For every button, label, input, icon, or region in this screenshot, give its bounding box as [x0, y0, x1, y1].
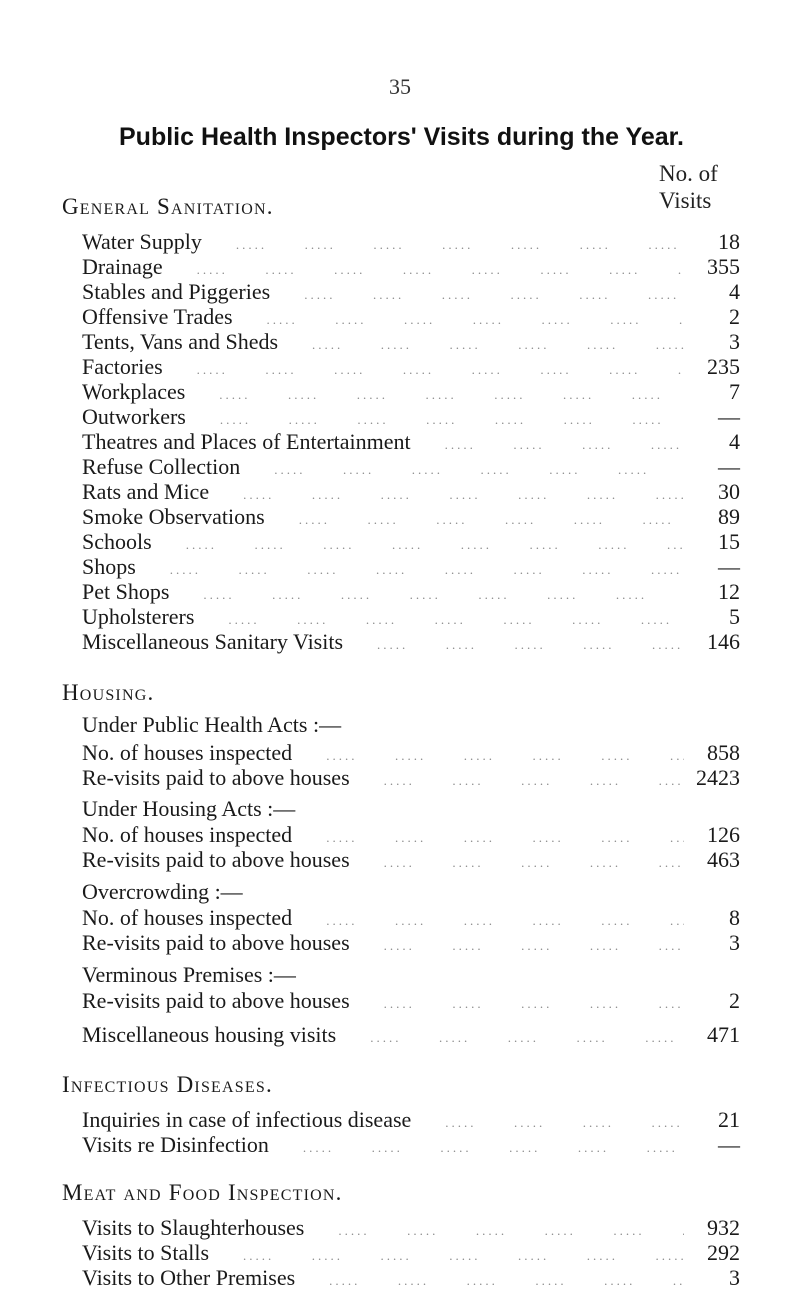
row-label: No. of houses inspected: [82, 905, 293, 930]
table-row: [82, 1022, 740, 1047]
row-value: 355: [707, 254, 740, 279]
row-label: Upholsterers: [82, 604, 195, 629]
row-label: Re-visits paid to above houses: [82, 847, 350, 872]
row-value: 89: [718, 504, 740, 529]
table-row: [82, 1215, 740, 1240]
row-value: —: [718, 554, 740, 579]
subheading-verminous-premises: Verminous Premises :—: [82, 962, 296, 987]
page-title: Public Health Inspectors' Visits during the Year.: [119, 123, 684, 151]
dot-leader: [419, 1115, 684, 1131]
table-row: [82, 329, 740, 354]
row-label: Drainage: [82, 254, 163, 279]
table-row: [82, 429, 740, 454]
row-label: Tents, Vans and Sheds: [82, 329, 279, 354]
dot-leader: [160, 537, 684, 553]
dot-leader: [419, 437, 684, 453]
row-label: Visits to Slaughterhouses: [82, 1215, 305, 1240]
row-label: Rats and Mice: [82, 479, 210, 504]
dot-leader: [312, 1223, 684, 1239]
row-value: 2: [729, 988, 740, 1013]
row-label: Re-visits paid to above houses: [82, 988, 350, 1013]
table-row: [82, 304, 740, 329]
row-label: No. of houses inspected: [82, 740, 293, 765]
dot-leader: [358, 996, 684, 1012]
row-label: Water Supply: [82, 229, 202, 254]
dot-leader: [193, 387, 684, 403]
dot-leader: [248, 462, 684, 478]
dot-leader: [171, 362, 684, 378]
row-value: 858: [707, 740, 740, 765]
table-row: [82, 1107, 740, 1132]
dot-leader: [286, 337, 684, 353]
dot-leader: [273, 512, 684, 528]
row-label: Visits to Other Premises: [82, 1265, 296, 1290]
dot-leader: [300, 748, 684, 764]
table-row: [82, 479, 740, 504]
dot-leader: [194, 412, 684, 428]
table-row: [82, 629, 740, 654]
row-label: Miscellaneous housing visits: [82, 1022, 337, 1047]
row-label: Shops: [82, 554, 136, 579]
subheading-housing-acts: Under Housing Acts :—: [82, 796, 296, 821]
table-row: [82, 822, 740, 847]
dot-leader: [171, 262, 684, 278]
dot-leader: [303, 1273, 684, 1289]
table-row: [82, 354, 740, 379]
table-row: [82, 554, 740, 579]
table-row: [82, 229, 740, 254]
row-label: Visits to Stalls: [82, 1240, 210, 1265]
table-row: [82, 404, 740, 429]
row-value: 4: [729, 429, 740, 454]
page-number: 35: [389, 74, 411, 99]
row-value: 15: [718, 529, 740, 554]
table-row: [82, 765, 740, 790]
table-row: [82, 254, 740, 279]
subheading-overcrowding: Overcrowding :—: [82, 879, 243, 904]
dot-leader: [358, 773, 684, 789]
section-heading-infectious-diseases: Infectious Diseases.: [62, 1072, 273, 1097]
row-label: Outworkers: [82, 404, 186, 429]
row-value: —: [718, 454, 740, 479]
dot-leader: [300, 913, 684, 929]
row-value: 5: [729, 604, 740, 629]
table-row: [82, 847, 740, 872]
row-label: Schools: [82, 529, 152, 554]
row-label: Smoke Observations: [82, 504, 265, 529]
dot-leader: [217, 1248, 684, 1264]
row-value: —: [718, 1132, 740, 1157]
row-label: Workplaces: [82, 379, 186, 404]
row-value: 146: [707, 629, 740, 654]
dot-leader: [300, 830, 684, 846]
row-value: 4: [729, 279, 740, 304]
column-header-line-1: No. of: [659, 161, 718, 186]
table-row: [82, 529, 740, 554]
row-value: 18: [718, 229, 740, 254]
table-row: [82, 379, 740, 404]
row-value: 12: [718, 579, 740, 604]
row-value: 292: [707, 1240, 740, 1265]
table-row: [82, 504, 740, 529]
row-value: 463: [707, 847, 740, 872]
column-header-line-2: Visits: [659, 188, 712, 213]
row-label: Offensive Trades: [82, 304, 233, 329]
row-value: 2423: [696, 765, 740, 790]
dot-leader: [358, 938, 684, 954]
row-label: Theatres and Places of Entertainment: [82, 429, 411, 454]
row-value: —: [718, 404, 740, 429]
table-row: [82, 740, 740, 765]
row-value: 3: [729, 1265, 740, 1290]
table-row: [82, 579, 740, 604]
row-value: 3: [729, 329, 740, 354]
row-value: 3: [729, 930, 740, 955]
section-heading-meat-food-inspection: Meat and Food Inspection.: [62, 1180, 343, 1205]
dot-leader: [277, 1140, 684, 1156]
row-label: Refuse Collection: [82, 454, 241, 479]
row-value: 30: [718, 479, 740, 504]
dot-leader: [278, 287, 684, 303]
row-value: 7: [729, 379, 740, 404]
row-value: 126: [707, 822, 740, 847]
dot-leader: [241, 312, 684, 328]
table-row: [82, 1265, 740, 1290]
row-value: 932: [707, 1215, 740, 1240]
row-value: 235: [707, 354, 740, 379]
row-label: Re-visits paid to above houses: [82, 765, 350, 790]
table-row: [82, 1240, 740, 1265]
dot-leader: [351, 637, 684, 653]
table-row: [82, 905, 740, 930]
row-value: 8: [729, 905, 740, 930]
row-label: Miscellaneous Sanitary Visits: [82, 629, 344, 654]
dot-leader: [202, 612, 684, 628]
row-label: Inquiries in case of infectious disease: [82, 1107, 412, 1132]
row-value: 471: [707, 1022, 740, 1047]
table-row: [82, 988, 740, 1013]
dot-leader: [210, 237, 684, 253]
table-row: [82, 1132, 740, 1157]
section-heading-general-sanitation: General Sanitation.: [62, 194, 274, 219]
dot-leader: [217, 487, 684, 503]
row-label: Stables and Piggeries: [82, 279, 271, 304]
row-label: Re-visits paid to above houses: [82, 930, 350, 955]
section-heading-housing: Housing.: [62, 680, 155, 705]
subheading-public-health-acts: Under Public Health Acts :—: [82, 712, 342, 737]
column-header: [659, 160, 749, 214]
dot-leader: [358, 855, 684, 871]
table-row: [82, 279, 740, 304]
table-row: [82, 454, 740, 479]
row-value: 2: [729, 304, 740, 329]
row-value: 21: [718, 1107, 740, 1132]
row-label: Visits re Disinfection: [82, 1132, 269, 1157]
row-label: No. of houses inspected: [82, 822, 293, 847]
row-label: Factories: [82, 354, 163, 379]
dot-leader: [144, 562, 684, 578]
table-row: [82, 930, 740, 955]
dot-leader: [177, 587, 684, 603]
dot-leader: [344, 1030, 684, 1046]
row-label: Pet Shops: [82, 579, 170, 604]
table-row: [82, 604, 740, 629]
